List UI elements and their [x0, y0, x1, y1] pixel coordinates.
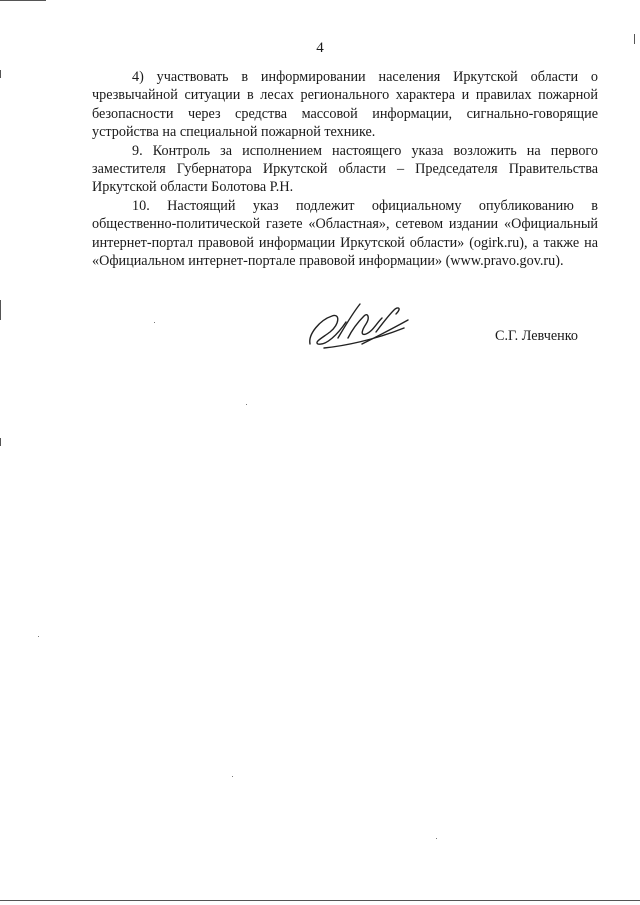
scan-speck — [232, 776, 233, 777]
paragraph-9-control: 9. Контроль за исполнением настоящего указа возложить на первого заместителя Губернатора Иркутской области – Председателя Правительства Иркутской области Болотова Р.Н. — [92, 142, 598, 196]
scan-edge-mark-left-1 — [0, 70, 1, 78]
scan-edge-mark-left-2 — [0, 300, 1, 320]
scan-speck — [38, 636, 39, 637]
handwritten-signature — [304, 294, 414, 354]
scan-edge-mark-left-3 — [0, 438, 1, 446]
paragraph-item-4: 4) участвовать в информировании населения Иркутской области о чрезвычайной ситуации в лесах регионального характера и правилах пожарной безопасности через средства массовой информации, сигнально-говорящие устройства на специальной пожарной технике. — [92, 69, 598, 141]
paragraph-10-publication: 10. Настоящий указ подлежит официальному опубликованию в общественно-политической газете «Областная», сетевом издании «Официальный интернет-портал правовой информации Иркутской области» (ogirk.ru), а также на «Официальном интернет-портале правовой информации» (www.pravo.gov.ru). — [92, 197, 598, 270]
signer-name: С.Г. Левченко — [495, 328, 578, 344]
page-number: 4 — [316, 40, 324, 56]
signature-block — [92, 292, 598, 362]
scan-edge-mark-bottom — [0, 900, 640, 901]
scan-edge-mark-top — [0, 0, 46, 1]
document-body — [92, 68, 598, 270]
scan-speck — [246, 404, 247, 405]
scan-speck — [436, 838, 437, 839]
